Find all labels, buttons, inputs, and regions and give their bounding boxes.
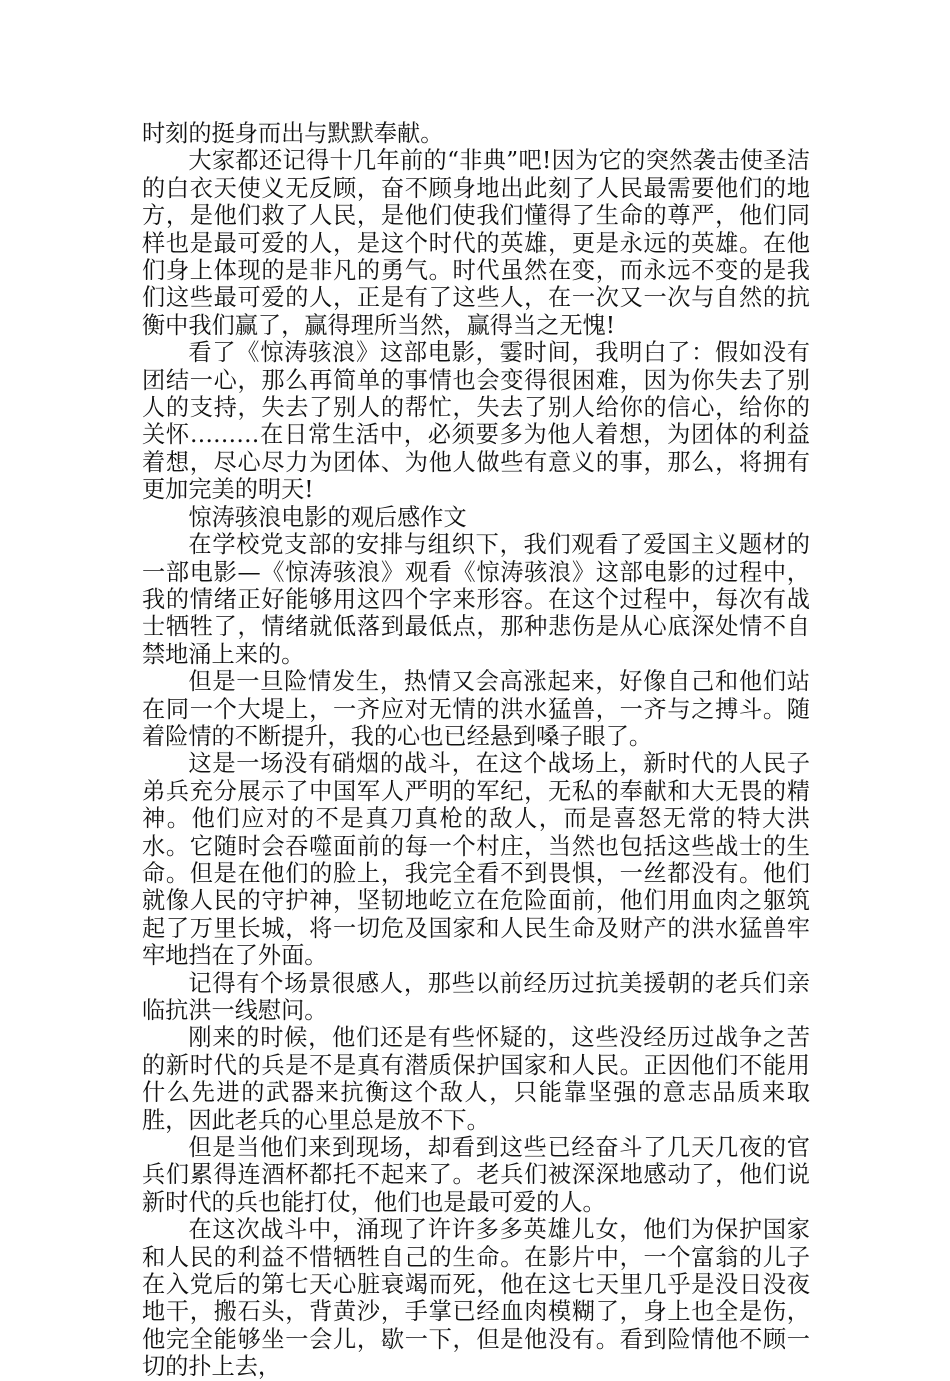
paragraph: 在学校党支部的安排与组织下，我们观看了爱国主义题材的一部电影—《惊涛骇浪》观看《惊涛骇浪》这部电影的过程中，我的情绪正好能够用这四个字来形容。在这个过程中，每次有战士牺牲了，情绪就低落到最低点，那种悲伤是从心底深处情不自禁地涌上来的。 <box>142 531 810 668</box>
paragraph: 在这次战斗中，涌现了许许多多英雄儿女，他们为保护国家和人民的利益不惜牺牲自己的生命。在影片中，一个富翁的儿子在入党后的第七天心脏衰竭而死，他在这七天里几乎是没日没夜地干，搬石头，背黄沙，手掌已经血肉模糊了，身上也全是伤，他完全能够坐一会儿，歇一下，但是他没有。看到险情他不顾一切的扑上去， <box>142 1216 810 1381</box>
document-body <box>142 120 810 1381</box>
paragraph: 这是一场没有硝烟的战斗，在这个战场上，新时代的人民子弟兵充分展示了中国军人严明的军纪，无私的奉献和大无畏的精神。他们应对的不是真刀真枪的敌人，而是喜怒无常的特大洪水。它随时会吞噬面前的每一个村庄，当然也包括这些战士的生命。但是在他们的脸上，我完全看不到畏惧，一丝都没有。他们就像人民的守护神，坚韧地屹立在危险面前，他们用血肉之躯筑起了万里长城，将一切危及国家和人民生命及财产的洪水猛兽牢牢地挡在了外面。 <box>142 750 810 970</box>
paragraph: 刚来的时候，他们还是有些怀疑的，这些没经历过战争之苦的新时代的兵是不是真有潜质保护国家和人民。正因他们不能用什么先进的武器来抗衡这个敌人，只能靠坚强的意志品质来取胜，因此老兵的心里总是放不下。 <box>142 1024 810 1134</box>
paragraph: 但是一旦险情发生，热情又会高涨起来，好像自己和他们站在同一个大堤上，一齐应对无情的洪水猛兽，一齐与之搏斗。随着险情的不断提升，我的心也已经悬到嗓子眼了。 <box>142 668 810 750</box>
section-title: 惊涛骇浪电影的观后感作文 <box>188 503 467 531</box>
paragraph: 记得有个场景很感人，那些以前经历过抗美援朝的老兵们亲临抗洪一线慰问。 <box>142 969 810 1024</box>
paragraph: 大家都还记得十几年前的“非典”吧!因为它的突然袭击使圣洁的白衣天使义无反顾，奋不顾身地出此刻了人民最需要他们的地方，是他们救了人民，是他们使我们懂得了生命的尊严，他们同样也是最可爱的人，是这个时代的英雄，更是永远的英雄。在他们身上体现的是非凡的勇气。时代虽然在变，而永远不变的是我们这些最可爱的人，正是有了这些人，在一次又一次与自然的抗衡中我们赢了，赢得理所当然，赢得当之无愧! <box>142 147 810 339</box>
paragraph: 但是当他们来到现场，却看到这些已经奋斗了几天几夜的官兵们累得连酒杯都托不起来了。老兵们被深深地感动了，他们说新时代的兵也能打仗，他们也是最可爱的人。 <box>142 1134 810 1216</box>
paragraph: 时刻的挺身而出与默默奉献。 <box>142 120 444 147</box>
paragraph: 看了《惊涛骇浪》这部电影，霎时间，我明白了：假如没有团结一心，那么再简单的事情也会变得很困难，因为你失去了别人的支持，失去了别人的帮忙，失去了别人给你的信心，给你的关怀………在日常生活中，必须要多为他人着想，为团体的利益着想，尽心尽力为团体、为他人做些有意义的事，那么，将拥有更加完美的明天! <box>142 339 810 504</box>
